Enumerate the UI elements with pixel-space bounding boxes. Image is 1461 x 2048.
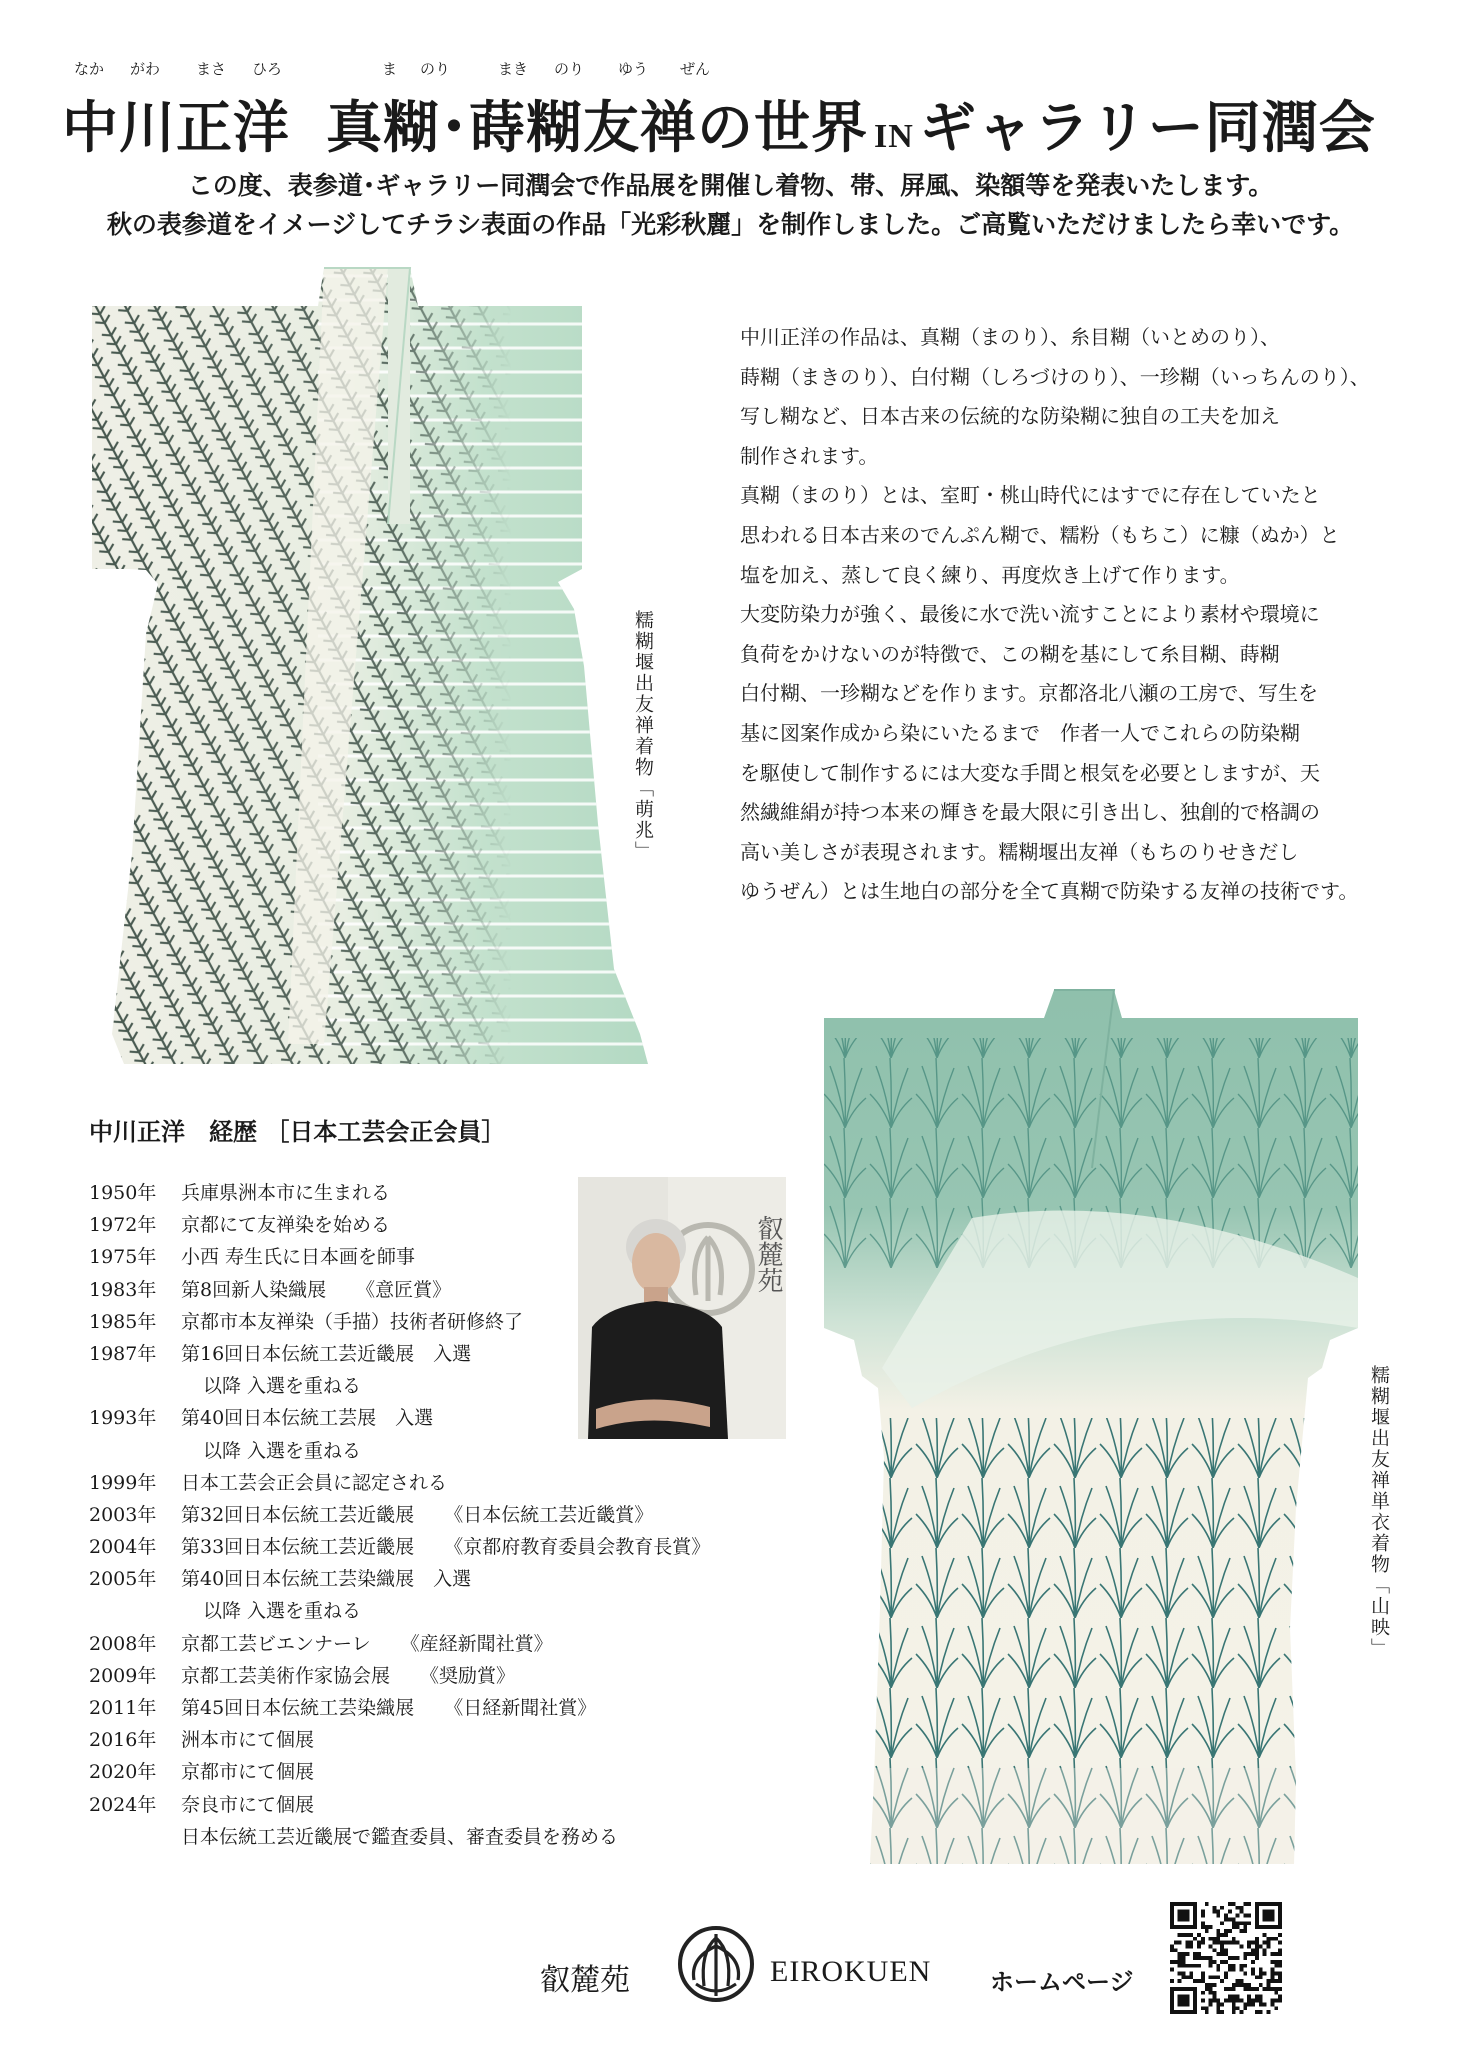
career-event: 京都工芸美術作家協会展 [181, 1664, 391, 1687]
title-in: IN [874, 118, 914, 155]
description-line: 中川正洋の作品は、真糊（まのり）、糸目糊（いとめのり）、 [740, 325, 1280, 349]
career-event-wrap [181, 1628, 553, 1660]
description-line: 真糊（まのり）とは、室町・桃山時代にはすでに存在していたと [740, 483, 1321, 508]
ruby-nori2: のり [554, 60, 585, 78]
career-event: 日本伝統工芸近畿展で鑑査委員、審査委員を務める [181, 1825, 619, 1848]
intro-line-2: 秋の表参道をイメージしてチラシ表面の作品「光彩秋麗」を制作しました。ご高覧いただけましたら幸いです。 [106, 210, 1355, 239]
kimono-sanei-caption: 糯糊堰出友禅単衣着物「山映」 [1368, 1365, 1390, 1659]
ruby-zen: ぜん [680, 60, 711, 78]
career-year: 2016年 [89, 1729, 157, 1752]
career-item [89, 1595, 809, 1627]
career-year: 2020年 [89, 1761, 157, 1784]
ruby-naka: なか [74, 60, 105, 78]
artist-photo-illustration [578, 1177, 786, 1439]
career-award: 《京都府教育委員会教育長賞》 [444, 1536, 711, 1559]
ruby-yuu: ゆう [618, 60, 649, 78]
title-artist-name: 中川正洋 [62, 95, 290, 161]
description-line: 塩を加え、蒸して良く練り、再度炊き上げて作ります。 [740, 562, 1240, 587]
career-event-wrap [181, 1660, 515, 1692]
ruby-maki: まき [498, 60, 529, 78]
career-award: 《産経新聞社賞》 [400, 1632, 553, 1655]
description-line: 大変防染力が強く、最後に水で洗い流すことにより素材や環境に [740, 602, 1320, 627]
career-year: 2009年 [89, 1664, 157, 1687]
career-sub-note: 以降 入選を重ねる [203, 1375, 362, 1398]
description-line: を駆使して制作するには大変な手間と根気を必要としますが、天 [740, 760, 1320, 785]
career-event: 第32回日本伝統工芸近畿展 [181, 1503, 415, 1526]
career-year: 2005年 [89, 1568, 157, 1591]
career-item [89, 1435, 809, 1467]
description-line: 然繊維絹が持つ本来の輝きを最大限に引き出し、独創的で格調の [740, 800, 1320, 825]
description-line: 白付糊、一珍糊などを作ります。京都洛北八瀬の工房で、写生を [740, 681, 1318, 706]
career-item [89, 1724, 809, 1756]
ruby-hiro: ひろ [252, 60, 283, 78]
career-item [89, 1531, 809, 1563]
career-event: 京都工芸ビエンナーレ [181, 1632, 371, 1655]
career-year: 2004年 [89, 1536, 157, 1559]
homepage-qr-code[interactable] [1170, 1902, 1282, 2014]
career-event: 小西 寿生氏に日本画を師事 [181, 1246, 416, 1269]
career-event: 兵庫県洲本市に生まれる [181, 1182, 391, 1204]
career-event: 第40回日本伝統工芸展 入選 [181, 1407, 434, 1430]
description-line: 高い美しさが表現されます。糯糊堰出友禅（もちのりせきだし [740, 839, 1299, 864]
career-item [89, 1789, 809, 1821]
career-event: 第40回日本伝統工芸染織展 入選 [181, 1568, 472, 1591]
footer-brand-english: EIROKUEN [770, 1955, 932, 1988]
career-year: 1999年 [89, 1471, 157, 1494]
artist-photo [578, 1177, 786, 1439]
career-event: 洲本市にて個展 [181, 1729, 315, 1752]
career-year: 2008年 [89, 1632, 157, 1655]
career-event: 第8回新人染織展 [181, 1278, 327, 1301]
career-heading: 中川正洋 経歴 ［日本工芸会正会員］ [89, 1117, 506, 1146]
career-event: 第33回日本伝統工芸近畿展 [181, 1536, 415, 1559]
title-venue: ギャラリー同潤会 [919, 95, 1376, 161]
career-item [89, 1563, 809, 1595]
career-year: 1987年 [89, 1342, 157, 1365]
career-event: 京都にて友禅染を始める [181, 1214, 391, 1237]
footer-brand-name: 叡麓苑 [540, 1963, 630, 1998]
description-line: ゆうぜん）とは生地白の部分を全て真糊で防染する友禅の技術です。 [740, 879, 1359, 904]
artist-description [740, 318, 1440, 912]
ruby-gawa: がわ [130, 60, 161, 78]
intro-line-1: この度、表参道･ギャラリー同潤会で作品展を開催し着物、帯、屏風、染額等を発表いたします。 [187, 171, 1274, 200]
career-event-wrap [181, 1531, 710, 1563]
career-event: 京都市本友禅染（手描）技術者研修終了 [181, 1310, 524, 1333]
career-event-wrap [181, 1692, 596, 1724]
description-line: 写し糊など、日本古来の伝統的な防染糊に独自の工夫を加え [740, 404, 1280, 429]
kimono-sanei-image [822, 988, 1362, 1868]
eirokuen-crest-logo [676, 1924, 756, 2004]
career-event-wrap [181, 1274, 451, 1306]
career-year: 1985年 [89, 1310, 157, 1333]
career-year: 2003年 [89, 1503, 157, 1526]
career-year: 2011年 [89, 1697, 157, 1719]
career-award: 《奨励賞》 [420, 1664, 516, 1687]
title-block [0, 58, 1461, 161]
career-item [89, 1467, 809, 1499]
career-award: 《日経新聞社賞》 [444, 1697, 597, 1719]
ruby-ma: ま [382, 60, 398, 78]
career-award: 《日本伝統工芸近畿賞》 [444, 1503, 654, 1526]
ruby-nori1: のり [420, 60, 451, 78]
career-year: 1983年 [89, 1278, 157, 1301]
career-sub-note: 以降 入選を重ねる [203, 1600, 362, 1623]
career-item [89, 1692, 809, 1724]
homepage-label[interactable]: ホームページ [990, 1967, 1134, 1996]
career-year: 1972年 [89, 1214, 157, 1237]
career-event: 第45回日本伝統工芸染織展 [181, 1697, 415, 1719]
curtain-text: 叡麓苑 [753, 1215, 783, 1293]
career-year: 1950年 [89, 1182, 157, 1204]
career-item [89, 1660, 809, 1692]
career-sub-note: 以降 入選を重ねる [203, 1439, 362, 1462]
description-line: 基に図案作成から染にいたるまで 作者一人でこれらの防染糊 [740, 720, 1300, 745]
career-item [89, 1499, 809, 1531]
description-line: 思われる日本古来のでんぷん糊で、糯粉（もちこ）に糠（ぬか）と [740, 522, 1340, 547]
career-year: 1975年 [89, 1246, 157, 1269]
kimono-moechou-caption: 糯糊堰出友禅着物「萌兆」 [632, 610, 654, 862]
career-event: 京都市にて個展 [181, 1761, 315, 1784]
description-line: 蒔糊（まきのり）、白付糊（しろづけのり）、一珍糊（いっちんのり）、 [740, 364, 1370, 389]
career-year: 1993年 [89, 1407, 157, 1430]
page-title [62, 84, 1376, 164]
career-item [89, 1628, 809, 1660]
career-event: 第16回日本伝統工芸近畿展 入選 [181, 1342, 472, 1365]
ruby-masa: まさ [196, 60, 227, 78]
career-award: 《意匠賞》 [356, 1278, 452, 1301]
career-event: 日本工芸会正会員に認定される [181, 1471, 448, 1494]
kimono-moechou-image [88, 264, 653, 1069]
title-main: 真糊･蒔糊友禅の世界 [326, 95, 868, 161]
career-item [89, 1756, 809, 1788]
career-item [89, 1821, 809, 1853]
description-line: 制作されます。 [740, 443, 879, 468]
career-event-wrap [181, 1499, 653, 1531]
career-year: 2024年 [89, 1793, 157, 1816]
description-line: 負荷をかけないのが特徴で、この糊を基にして糸目糊、蒔糊 [740, 641, 1280, 666]
career-event: 奈良市にて個展 [181, 1793, 315, 1816]
